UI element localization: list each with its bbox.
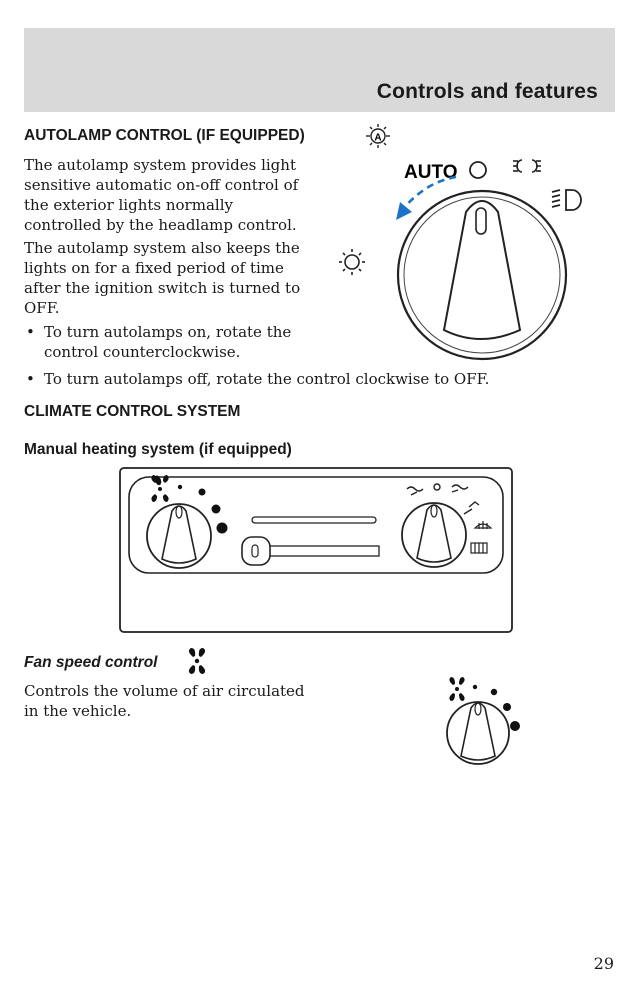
autolamp-paragraph-1 <box>24 155 298 235</box>
text-line: after the ignition switch is turned to <box>24 279 301 297</box>
autolamp-paragraph-2 <box>24 238 300 318</box>
bullet-dot: • <box>26 370 35 388</box>
text-line: To turn autolamps on, rotate the <box>44 323 292 341</box>
arrow-head <box>396 202 412 220</box>
headlamp-dial-illustration <box>330 150 600 365</box>
text-line: sensitive automatic on-off control of <box>24 176 299 194</box>
autolamp-heading: AUTOLAMP CONTROL (IF EQUIPPED) <box>24 127 305 144</box>
autolamp-sun-icon <box>339 249 365 275</box>
page-header-title: Controls and features <box>376 80 598 103</box>
autolamp-icon <box>362 122 394 150</box>
headlamp-icon <box>552 190 581 210</box>
autolamp-icon-letter: A <box>374 132 382 144</box>
bullet-dot: • <box>26 323 35 341</box>
page-number: 29 <box>593 954 614 973</box>
climate-heading: CLIMATE CONTROL SYSTEM <box>24 403 241 420</box>
fan-heading-icon <box>184 648 210 674</box>
autolamp-bullet-2 <box>24 369 489 389</box>
climate-control-panel <box>119 467 513 633</box>
text-line: OFF. <box>24 299 60 317</box>
temperature-slider-track <box>267 546 379 556</box>
text-line: The autolamp system provides light <box>24 156 296 174</box>
vent-slot <box>252 517 376 523</box>
parking-lamp-icon <box>513 160 541 172</box>
text-line: in the vehicle. <box>24 702 132 720</box>
fan-speed-knob-illustration <box>438 676 534 776</box>
autolamp-bullet-1 <box>24 322 291 362</box>
temperature-slider-handle[interactable] <box>242 537 270 565</box>
off-position-icon <box>470 162 486 178</box>
climate-subheading: Manual heating system (if equipped) <box>24 441 292 458</box>
text-line: the exterior lights normally <box>24 196 233 214</box>
text-line: The autolamp system also keeps the <box>24 239 300 257</box>
auto-label: AUTO <box>404 162 458 183</box>
fan-speed-heading: Fan speed control <box>24 654 158 671</box>
text-line: lights on for a fixed period of time <box>24 259 284 277</box>
text-line: To turn autolamps off, rotate the control clockwise to OFF. <box>44 370 490 388</box>
fan-speed-paragraph <box>24 681 305 721</box>
text-line: controlled by the headlamp control. <box>24 216 297 234</box>
text-line: control counterclockwise. <box>44 343 241 361</box>
fan-icon <box>449 677 464 701</box>
text-line: Controls the volume of air circulated <box>24 682 305 700</box>
